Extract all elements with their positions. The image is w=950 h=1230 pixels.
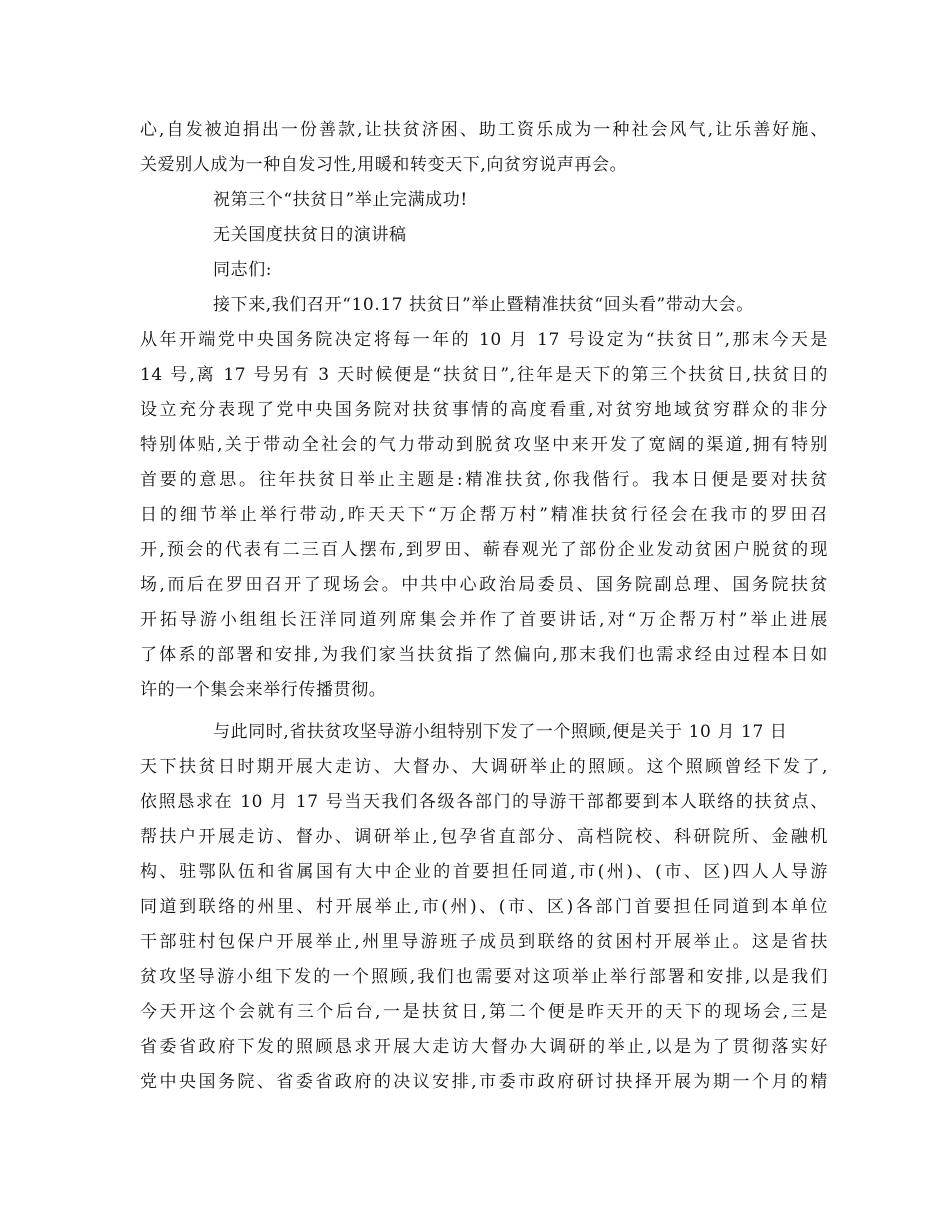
text-line: 设立充分表现了党中央国务院对扶贫事情的高度看重,对贫穷地域贫穷群众的非分 bbox=[140, 400, 828, 420]
text-line: 心,自发被迫捐出一份善款,让扶贫济困、助工资乐成为一种社会风气,让乐善好施、 bbox=[140, 120, 828, 140]
text-line: 与此同时,省扶贫攻坚导游小组特别下发了一个照顾,便是关于 10 月 17 日 bbox=[213, 722, 788, 742]
text-line: 开拓导游小组组长汪洋同道列席集会并作了首要讲话,对“万企帮万村”举止进展 bbox=[140, 610, 828, 630]
text-line: 开,预会的代表有二三百人摆布,到罗田、蕲春观光了部份企业发动贫困户脱贫的现 bbox=[140, 540, 828, 560]
text-line: 14 号,离 17 号另有 3 天时候便是“扶贫日”,往年是天下的第三个扶贫日,扶贫日的 bbox=[140, 365, 828, 385]
text-line: 许的一个集会来举行传播贯彻。 bbox=[140, 680, 387, 700]
text-line: 党中央国务院、省委省政府的决议安排,市委市政府研讨抉择开展为期一个月的精 bbox=[140, 1072, 828, 1092]
text-line: 从年开端党中央国务院决定将每一年的 10 月 17 号设定为“扶贫日”,那末今天是 bbox=[140, 330, 828, 350]
text-line: 特别体贴,关于带动全社会的气力带动到脱贫攻坚中来开发了宽阔的渠道,拥有特别 bbox=[140, 435, 828, 455]
text-line: 无关国度扶贫日的演讲稿 bbox=[213, 225, 407, 245]
text-line: 首要的意思。往年扶贫日举止主题是:精准扶贫,你我偕行。我本日便是要对扶贫 bbox=[140, 470, 828, 490]
text-line: 祝第三个“扶贫日”举止完满成功! bbox=[213, 190, 468, 210]
text-line: 同志们: bbox=[213, 260, 273, 280]
text-line: 场,而后在罗田召开了现场会。中共中心政治局委员、国务院副总理、国务院扶贫 bbox=[140, 575, 828, 595]
text-line: 日的细节举止举行带动,昨天天下“万企帮万村”精准扶贫行径会在我市的罗田召 bbox=[140, 505, 828, 525]
text-line: 贫攻坚导游小组下发的一个照顾,我们也需要对这项举止举行部署和安排,以是我们 bbox=[140, 967, 828, 987]
text-line: 了体系的部署和安排,为我们家当扶贫指了然偏向,那末我们也需求经由过程本日如 bbox=[140, 645, 828, 665]
text-line: 省委省政府下发的照顾恳求开展大走访大督办大调研的举止,以是为了贯彻落实好 bbox=[140, 1037, 828, 1057]
text-line: 依照恳求在 10 月 17 号当天我们各级各部门的导游干部都要到本人联络的扶贫点、 bbox=[140, 792, 828, 812]
text-line: 今天开这个会就有三个后台,一是扶贫日,第二个便是昨天开的天下的现场会,三是 bbox=[140, 1002, 828, 1022]
text-line: 干部驻村包保户开展举止,州里导游班子成员到联络的贫困村开展举止。这是省扶 bbox=[140, 932, 828, 952]
text-line: 帮扶户开展走访、督办、调研举止,包孕省直部分、高档院校、科研院所、金融机 bbox=[140, 827, 828, 847]
text-line: 接下来,我们召开“10.17 扶贫日”举止暨精准扶贫“回头看”带动大会。 bbox=[213, 295, 754, 315]
text-line: 同道到联络的州里、村开展举止,市(州)、(市、区)各部门首要担任同道到本单位 bbox=[140, 897, 828, 917]
text-line: 天下扶贫日时期开展大走访、大督办、大调研举止的照顾。这个照顾曾经下发了, bbox=[140, 757, 828, 777]
text-line: 关爱别人成为一种自发习性,用暖和转变天下,向贫穷说声再会。 bbox=[140, 155, 628, 175]
text-line: 构、驻鄂队伍和省属国有大中企业的首要担任同道,市(州)、(市、区)四人人导游 bbox=[140, 862, 828, 882]
